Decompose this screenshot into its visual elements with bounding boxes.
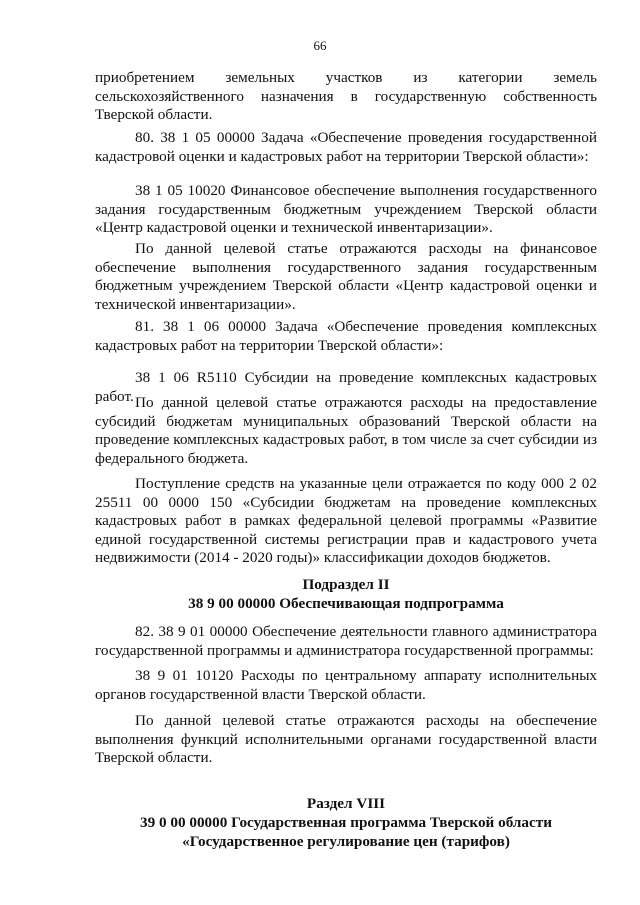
text-line: Тверской области.: [95, 106, 213, 124]
text-line: сельскохозяйственного назначения в государственную собственность: [95, 87, 597, 105]
section-program-line-2: «Государственное регулирование цен (тарифов): [182, 833, 510, 850]
paragraph-task-80: 80. 38 1 05 00000 Задача «Обеспечение проведения государственной кадастровой оценки и кадастровых работ на территории Тверской области»:: [95, 129, 597, 165]
text-line: приобретением земельных участков из категории земель: [95, 69, 597, 86]
paragraph-article-389011012: 38 9 01 10120 Расходы по центральному аппарату исполнительных органов государственной власти Тверской области.: [95, 667, 597, 703]
paragraph-task-81: 81. 38 1 06 00000 Задача «Обеспечение проведения комплексных кадастровых работ на территории Тверской области»:: [95, 318, 597, 354]
paragraph-description-1: По данной целевой статье отражаются расходы на финансовое обеспечение выполнения государственного задания государственным бюджетным учреждением Тверской области «Центр кадастровой оценки и технической инвентаризации».: [95, 240, 597, 313]
section-title: Раздел VIII: [306, 795, 386, 812]
page-number: 66: [313, 38, 327, 53]
paragraph-continuation: [95, 69, 597, 125]
paragraph-article-381051002: 38 1 05 10020 Финансовое обеспечение выполнения государственного задания государственным бюджетным учреждением Тверской области «Центр кадастровой оценки и технической инвентаризации».: [95, 182, 597, 237]
subsection-title: Подраздел II: [302, 576, 390, 593]
paragraph-description-3: По данной целевой статье отражаются расходы на обеспечение выполнения функций исполнительными органами государственной власти Тверской области.: [95, 712, 597, 767]
paragraph-article-38106R5110: 38 1 06 R5110 Субсидии на проведение комплексных кадастровых работ.: [95, 369, 597, 405]
paragraph-task-82: 82. 38 9 01 00000 Обеспечение деятельности главного администратора государственной программы и администратора государственной программы:: [95, 623, 597, 659]
subsection-name: 38 9 00 00000 Обеспечивающая подпрограмма: [188, 595, 504, 612]
paragraph-income-code: Поступление средств на указанные цели отражается по коду 000 2 02 25511 00 0000 150 «Субсидии бюджетам на проведение комплексных кадастровых работ в рамках федеральной целевой программы «Развитие единой государственной системы регистрации прав и кадастрового учета недвижимости (2014 - 2020 годы)» классификации доходов бюджетов.: [95, 475, 597, 567]
paragraph-description-2: По данной целевой статье отражаются расходы на предоставление субсидий бюджетам муниципальных образований Тверской области на проведение комплексных кадастровых работ, в том числе за счет субсидии из федерального бюджета.: [95, 394, 597, 467]
section-program-line-1: 39 0 00 00000 Государственная программа Тверской области: [140, 814, 552, 831]
